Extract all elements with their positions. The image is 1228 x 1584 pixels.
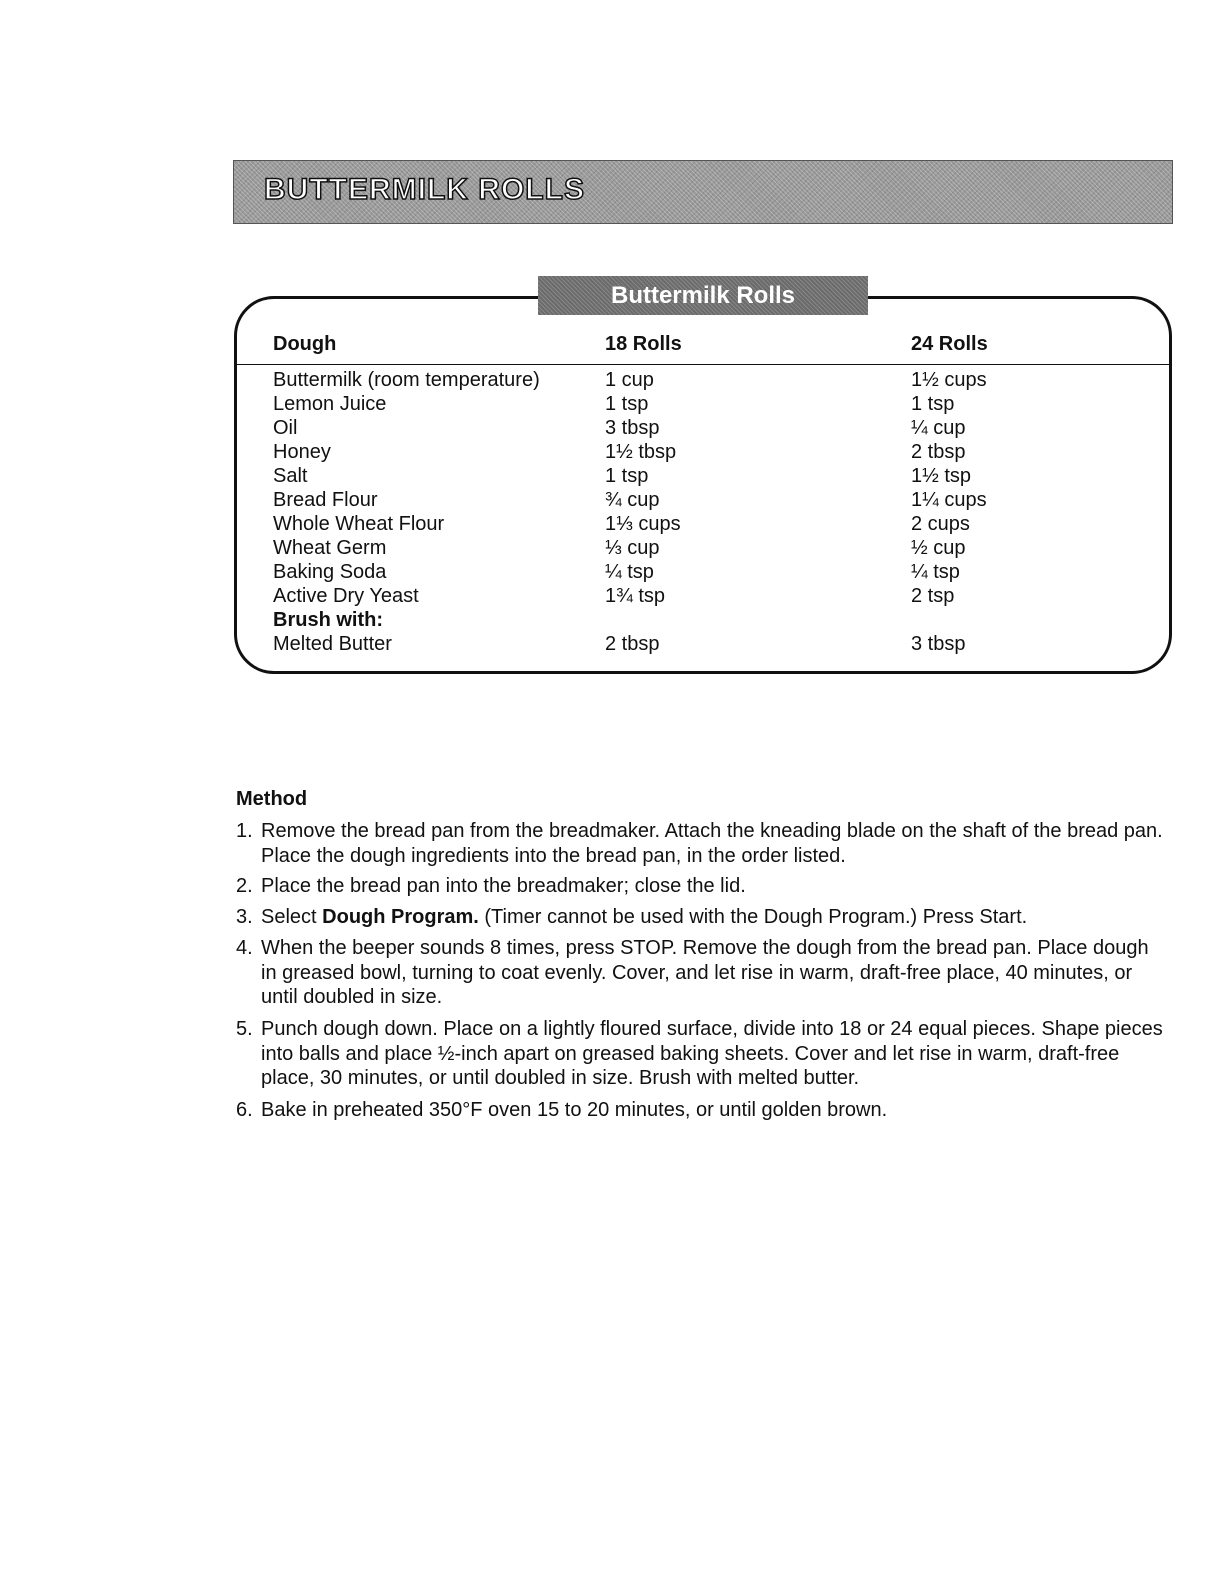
amount-18-rolls: 1⅓ cups <box>605 513 681 535</box>
step-number: 1. <box>236 820 253 842</box>
header-divider <box>237 364 1169 365</box>
amount-18-rolls: 1 tsp <box>605 393 649 415</box>
method-step <box>236 874 1166 899</box>
amount-24-rolls: 3 tbsp <box>911 633 966 655</box>
amount-18-rolls: 1 tsp <box>605 465 649 487</box>
amount-18-rolls <box>605 608 681 632</box>
step-text: Remove the bread pan from the breadmaker. Attach the kneading blade on the shaft of the bread pan. Place the dough ingredients into the bread pan, in the order listed. <box>261 820 1163 867</box>
ingredients-card-title: Buttermilk Rolls <box>538 276 868 315</box>
step-text-bold: Dough Program. <box>322 906 479 928</box>
step-text-pre: Select <box>261 906 323 928</box>
amount-24-rolls: ¼ tsp <box>911 561 960 583</box>
step-text: Place the bread pan into the breadmaker; close the lid. <box>261 875 746 897</box>
step-text: Punch dough down. Place on a lightly floured surface, divide into 18 or 24 equal pieces. Shape pieces into balls and place ½-inch apart on greased baking sheets. Cover and let rise in warm, draft-free place, 30 minutes, or until doubled in size. Brush with melted butter. <box>261 1018 1163 1089</box>
amount-18-rolls: 3 tbsp <box>605 417 660 439</box>
method-heading: Method <box>236 788 308 810</box>
method-step <box>236 819 1166 868</box>
amount-18-rolls: 1¾ tsp <box>605 585 666 607</box>
ingredient-name: Bread Flour <box>273 489 378 511</box>
method-step <box>236 936 1166 1010</box>
amount-24-rolls-column <box>911 368 987 656</box>
ingredient-name: Baking Soda <box>273 561 387 583</box>
amount-24-rolls: 2 tbsp <box>911 441 966 463</box>
ingredient-name: Wheat Germ <box>273 537 387 559</box>
step-number: 5. <box>236 1018 253 1040</box>
amount-18-rolls: ¾ cup <box>605 489 660 511</box>
amount-24-rolls: ¼ cup <box>911 417 966 439</box>
step-text: When the beeper sounds 8 times, press STOP. Remove the dough from the bread pan. Place dough in greased bowl, turning to coat evenly. Cover, and let rise in warm, draft-free place, 40 minutes, or until doubled in size. <box>261 937 1149 1008</box>
amount-18-rolls: 1½ tbsp <box>605 441 677 463</box>
amount-24-rolls: 2 cups <box>911 513 970 535</box>
ingredient-name-column <box>273 368 540 656</box>
amount-24-rolls: 1½ tsp <box>911 465 972 487</box>
method-step <box>236 905 1166 930</box>
amount-24-rolls: 1½ cups <box>911 369 987 391</box>
header-dough: Dough <box>273 333 337 355</box>
amount-18-rolls: ⅓ cup <box>605 537 660 559</box>
header-24-rolls: 24 Rolls <box>911 333 988 355</box>
step-text-post: (Timer cannot be used with the Dough Program.) Press Start. <box>478 906 1028 928</box>
ingredient-name: Brush with: <box>273 609 383 631</box>
amount-18-rolls-column <box>605 368 681 656</box>
step-number: 3. <box>236 906 253 928</box>
amount-24-rolls <box>911 608 987 632</box>
ingredient-name: Oil <box>273 417 298 439</box>
ingredient-name: Lemon Juice <box>273 393 387 415</box>
amount-18-rolls: 2 tbsp <box>605 633 660 655</box>
ingredient-name: Salt <box>273 465 308 487</box>
step-text: Bake in preheated 350°F oven 15 to 20 minutes, or until golden brown. <box>261 1099 888 1121</box>
step-number: 2. <box>236 875 253 897</box>
amount-24-rolls: 1 tsp <box>911 393 955 415</box>
amount-24-rolls: 2 tsp <box>911 585 955 607</box>
amount-18-rolls: 1 cup <box>605 369 654 391</box>
method-step <box>236 1098 1166 1123</box>
amount-24-rolls: ½ cup <box>911 537 966 559</box>
ingredient-name: Honey <box>273 441 331 463</box>
recipe-title: BUTTERMILK ROLLS <box>264 173 585 206</box>
step-number: 4. <box>236 937 253 959</box>
recipe-banner <box>233 160 1173 224</box>
ingredient-name: Whole Wheat Flour <box>273 513 445 535</box>
ingredient-name: Buttermilk (room temperature) <box>273 369 540 391</box>
header-18-rolls: 18 Rolls <box>605 333 682 355</box>
step-number: 6. <box>236 1099 253 1121</box>
ingredient-name: Active Dry Yeast <box>273 585 419 607</box>
method-step <box>236 1017 1166 1091</box>
ingredient-name: Melted Butter <box>273 633 392 655</box>
amount-18-rolls: ¼ tsp <box>605 561 654 583</box>
amount-24-rolls: 1¼ cups <box>911 489 987 511</box>
